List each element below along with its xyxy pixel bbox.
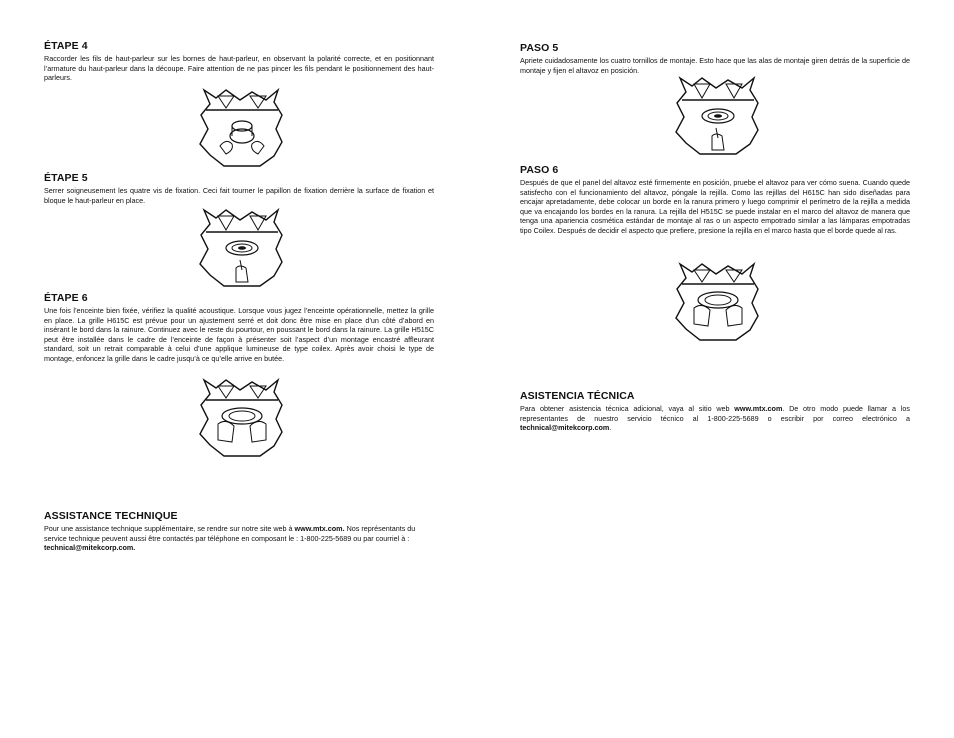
asistencia-tecnica-text: Para obtener asistencia técnica adicional, vaya al sitio web www.mtx.com. De otro modo puede llamar a los representantes de nuestro servicio técnico al 1-800-225-5689 o escribir por correo electrónico a technical@mitekcorp.com.	[520, 404, 910, 432]
etape-4-heading: ÉTAPE 4	[44, 40, 88, 52]
website-link[interactable]: www.mtx.com.	[294, 524, 345, 533]
paso-5-illustration	[672, 76, 762, 156]
asistencia-tecnica-section	[520, 390, 910, 433]
paso-6-illustration	[672, 262, 762, 342]
paso-6-section	[520, 164, 910, 235]
assistance-technique-text: Pour une assistance technique supplémentaire, se rendre sur notre site web à www.mtx.com. Nos représentants du service technique peuvent aussi être contactés par téléphone en composant le : 1-800-225-5689 ou par courriel à : technical@mitekcorp.com.	[44, 524, 416, 552]
etape-5-illustration	[196, 208, 286, 288]
etape-5-section	[44, 172, 434, 205]
sitio-web-link[interactable]: www.mtx.com	[734, 404, 783, 413]
etape-6-heading: ÉTAPE 6	[44, 292, 88, 304]
paso-6-heading: PASO 6	[520, 164, 559, 176]
paso-5-heading: PASO 5	[520, 42, 559, 54]
etape-5-heading: ÉTAPE 5	[44, 172, 88, 184]
paso-5-text: Apriete cuidadosamente los cuatro tornillos de montaje. Esto hace que las alas de montaje giren detrás de la superficie de montaje y fijen el altavoz en posición.	[520, 56, 910, 75]
assistance-technique-section	[44, 510, 434, 553]
correo-link[interactable]: technical@mitekcorp.com	[520, 423, 610, 432]
asistencia-tecnica-heading: ASISTENCIA TÉCNICA	[520, 390, 635, 402]
etape-6-text: Une fois l’enceinte bien fixée, vérifiez la qualité acoustique. Lorsque vous jugez l’enceinte opérationnelle, mettez la grille en place. La grille H615C est prévue pour un ajustement serré et doit donc être mise en place d’un côté d’abord en insérant le bord dans la rainure. Continuez avec le reste du pourtour, en poussant le bord dans la rainure. La grille H515C peut être installée dans le cadre de l’enceinte de façon à présenter soit l’aspect d’un montage encastré affleurant standard, soit un retrait comparable à celui d’une applique lumineuse de type coilex. Après avoir choisi le type de montage, enfoncez la grille dans le cadre jusqu’à ce qu’elle arrive en butée.	[44, 306, 434, 363]
etape-6-illustration	[196, 378, 286, 458]
email-link[interactable]: technical@mitekcorp.com.	[44, 543, 136, 552]
assistance-technique-heading: ASSISTANCE TECHNIQUE	[44, 510, 178, 522]
etape-4-illustration	[196, 88, 286, 168]
etape-6-section	[44, 292, 434, 363]
etape-4-section	[44, 40, 434, 83]
etape-5-text: Serrer soigneusement les quatre vis de fixation. Ceci fait tourner le papillon de fixation derrière la surface de fixation et bloque le haut-parleur en place.	[44, 186, 434, 205]
paso-5-section	[520, 42, 910, 75]
etape-4-text: Raccorder les fils de haut-parleur sur les bornes de haut-parleur, en observant la polarité correcte, et en positionnant l’armature du haut-parleur dans la découpe. Faire attention de ne pas pincer les fils pendant le positionnement des haut-parleurs.	[44, 54, 434, 82]
paso-6-text: Después de que el panel del altavoz esté firmemente en posición, pruebe el altavoz para ver cómo suena. Cuando quede satisfecho con el funcionamiento del altavoz, póngale la rejilla. Como las rejillas del H615C han sido diseñadas para encajar apretadamente, debe colocar un borde en la ranura primero y luego comprimir el perímetro de la rejilla a medida que va encajando los bordes en la ranura. La rejilla del H515C se puede instalar en el marco del altavoz de manera que tenga una apariencia cosmética estándar de montaje al ras o un aspecto empotrado similar a las lámparas empotradas tipo Coilex. Después de decidir el aspecto que prefiere, presione la rejilla en el marco hasta que el borde quede al ras.	[520, 178, 910, 235]
